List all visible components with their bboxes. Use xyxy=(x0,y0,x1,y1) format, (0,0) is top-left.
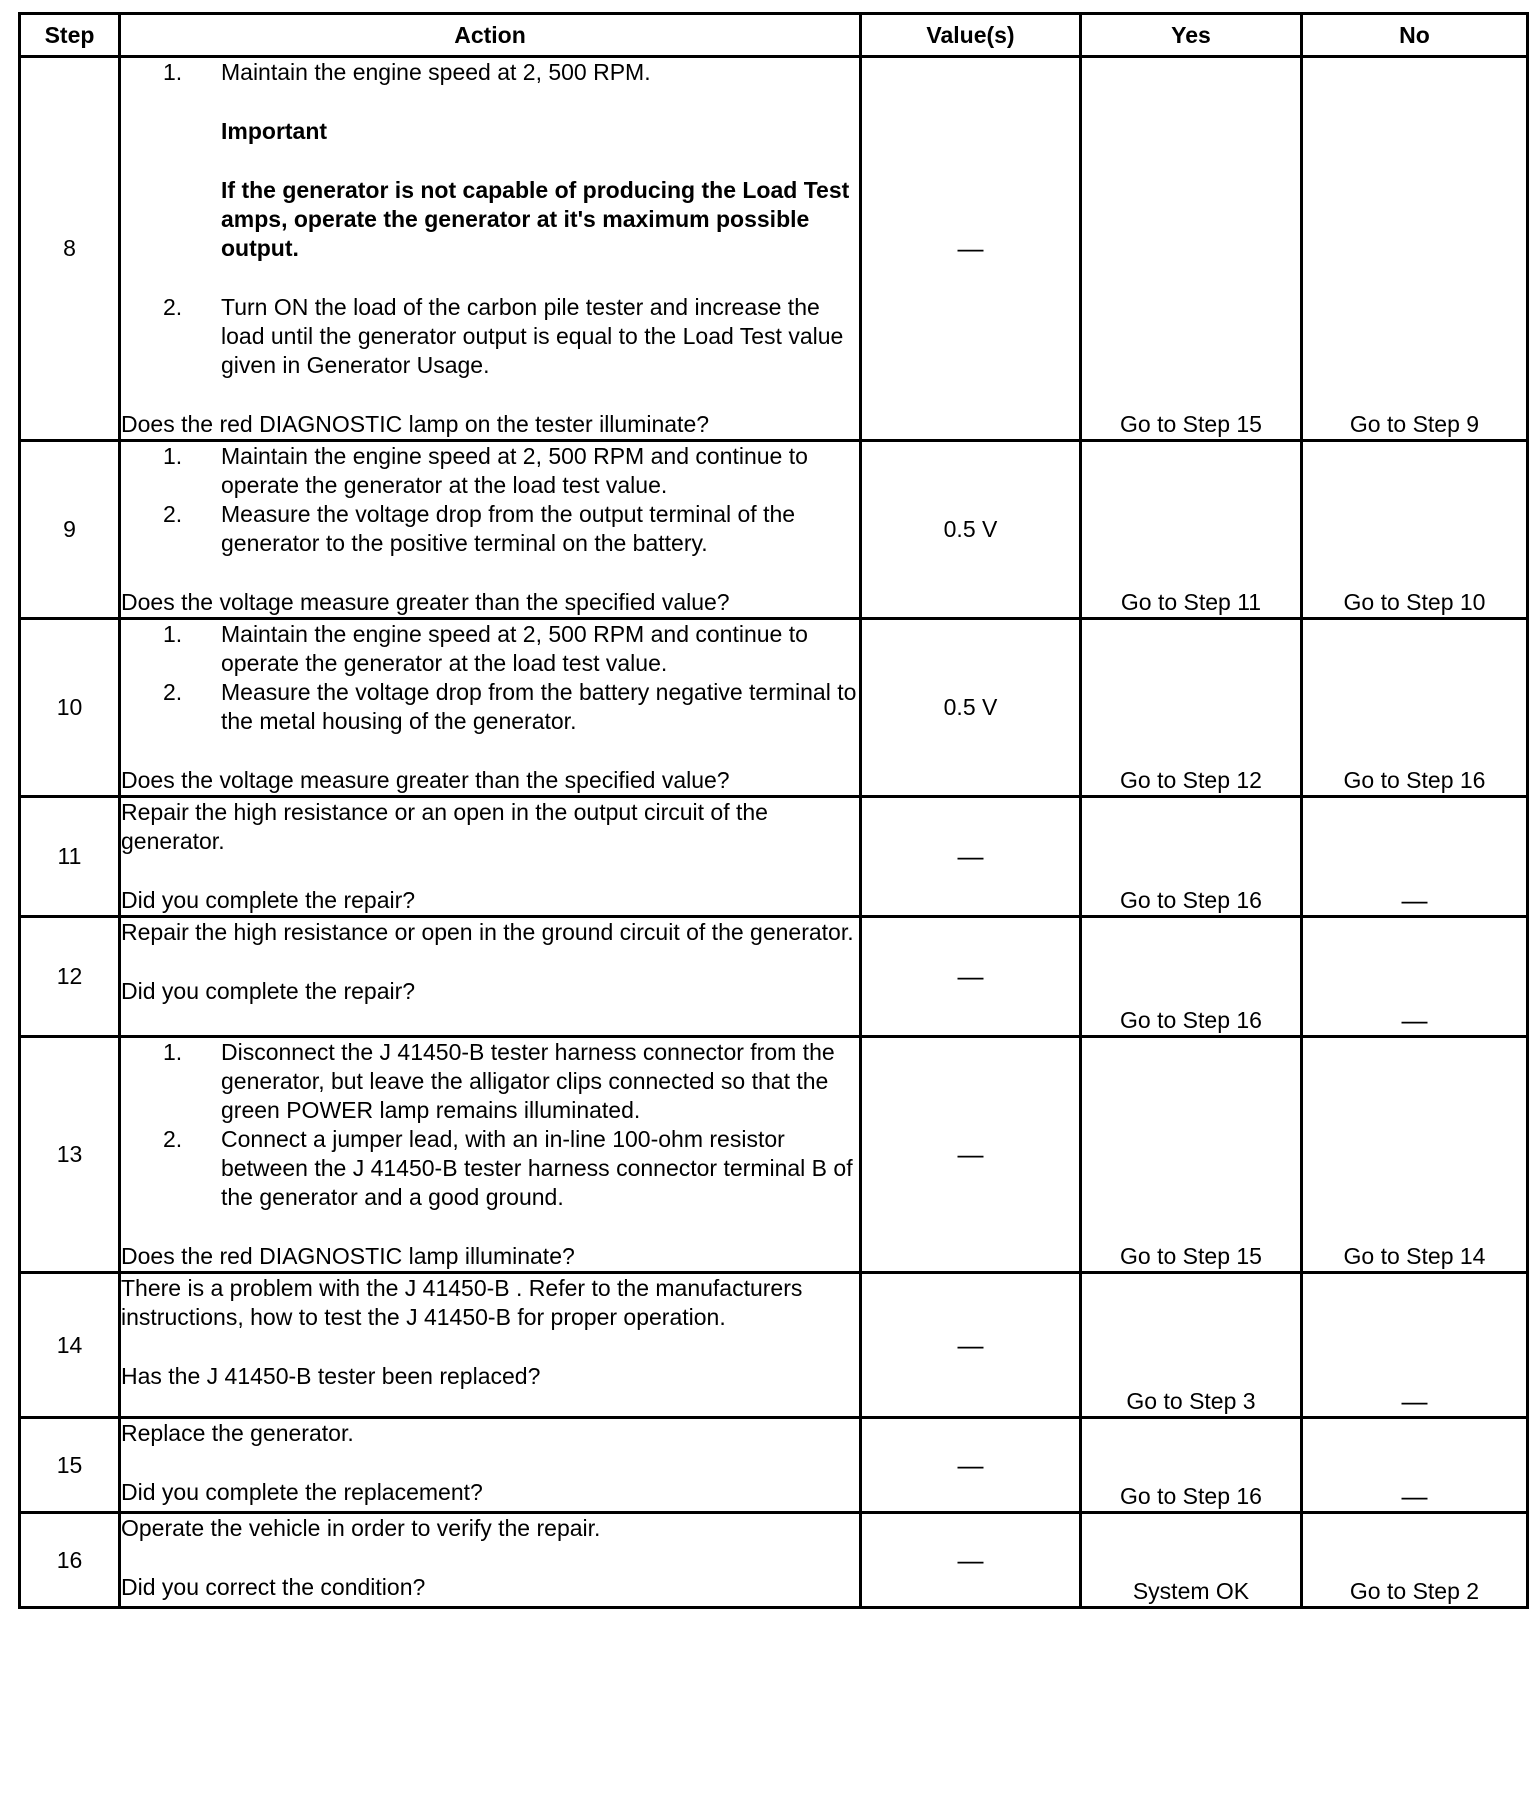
yes-cell: Go to Step 16 xyxy=(1081,797,1302,917)
question-text: Does the red DIAGNOSTIC lamp on the tester illuminate? xyxy=(121,411,710,437)
action-item xyxy=(121,293,859,380)
important-title: Important xyxy=(221,118,328,144)
question-text: Did you complete the repair? xyxy=(121,978,416,1004)
item-number: 2. xyxy=(163,294,183,320)
value-cell: — xyxy=(861,1418,1081,1513)
step-number: 9 xyxy=(20,441,120,619)
step-number: 11 xyxy=(20,797,120,917)
item-number: 2. xyxy=(163,1126,183,1152)
action-text: Repair the high resistance or an open in the output circuit of the generator. xyxy=(121,799,768,854)
header-values: Value(s) xyxy=(861,14,1081,57)
no-cell: — xyxy=(1302,917,1528,1037)
item-number: 1. xyxy=(163,621,183,647)
table-row xyxy=(20,917,1528,1037)
question-text: Did you complete the repair? xyxy=(121,887,416,913)
header-no: No xyxy=(1302,14,1528,57)
item-number: 2. xyxy=(163,501,183,527)
action-text: Repair the high resistance or open in the ground circuit of the generator. xyxy=(121,919,854,945)
step-number: 15 xyxy=(20,1418,120,1513)
no-cell: Go to Step 16 xyxy=(1302,619,1528,797)
item-text: Connect a jumper lead, with an in-line 100-ohm resistor between the J 41450-B tester harness connector terminal B of the generator and a good ground. xyxy=(221,1126,853,1210)
yes-cell: Go to Step 15 xyxy=(1081,57,1302,441)
action-cell xyxy=(120,1513,861,1608)
yes-cell: Go to Step 15 xyxy=(1081,1037,1302,1273)
action-item xyxy=(121,678,859,736)
table-row xyxy=(20,1513,1528,1608)
item-text: Maintain the engine speed at 2, 500 RPM. xyxy=(221,59,651,85)
header-row xyxy=(20,14,1528,57)
item-number: 1. xyxy=(163,443,183,469)
no-cell: Go to Step 2 xyxy=(1302,1513,1528,1608)
step-number: 8 xyxy=(20,57,120,441)
action-item xyxy=(121,500,859,558)
item-number: 2. xyxy=(163,679,183,705)
action-item xyxy=(121,1038,859,1125)
item-text: Disconnect the J 41450-B tester harness connector from the generator, but leave the alligator clips connected so that the green POWER lamp remains illuminated. xyxy=(221,1039,835,1123)
action-item xyxy=(121,442,859,500)
action-text: Replace the generator. xyxy=(121,1420,354,1446)
table-row xyxy=(20,619,1528,797)
table-row xyxy=(20,1037,1528,1273)
no-cell: Go to Step 10 xyxy=(1302,441,1528,619)
header-action: Action xyxy=(120,14,861,57)
yes-cell: Go to Step 16 xyxy=(1081,1418,1302,1513)
step-number: 12 xyxy=(20,917,120,1037)
item-number: 1. xyxy=(163,1039,183,1065)
value-cell: — xyxy=(861,1273,1081,1418)
diagnostic-table xyxy=(18,12,1529,1609)
question-text: Has the J 41450-B tester been replaced? xyxy=(121,1363,541,1389)
important-text: If the generator is not capable of producing the Load Test amps, operate the generator at it's maximum possible output. xyxy=(221,177,850,261)
table-row xyxy=(20,1273,1528,1418)
action-item xyxy=(121,1125,859,1212)
question-text: Did you complete the replacement? xyxy=(121,1479,483,1505)
yes-cell: Go to Step 11 xyxy=(1081,441,1302,619)
important-note xyxy=(121,117,859,263)
value-cell: 0.5 V xyxy=(861,441,1081,619)
yes-cell: Go to Step 12 xyxy=(1081,619,1302,797)
value-cell: 0.5 V xyxy=(861,619,1081,797)
item-text: Measure the voltage drop from the battery negative terminal to the metal housing of the generator. xyxy=(221,679,857,734)
action-cell xyxy=(120,619,861,797)
no-cell: — xyxy=(1302,797,1528,917)
no-cell: — xyxy=(1302,1273,1528,1418)
step-number: 16 xyxy=(20,1513,120,1608)
value-cell: — xyxy=(861,1513,1081,1608)
yes-cell: Go to Step 3 xyxy=(1081,1273,1302,1418)
action-cell xyxy=(120,1037,861,1273)
no-cell: — xyxy=(1302,1418,1528,1513)
action-text: Operate the vehicle in order to verify the repair. xyxy=(121,1515,601,1541)
action-cell xyxy=(120,797,861,917)
item-text: Maintain the engine speed at 2, 500 RPM and continue to operate the generator at the load test value. xyxy=(221,621,808,676)
question-text: Does the red DIAGNOSTIC lamp illuminate? xyxy=(121,1243,575,1269)
value-cell: — xyxy=(861,797,1081,917)
header-yes: Yes xyxy=(1081,14,1302,57)
item-text: Maintain the engine speed at 2, 500 RPM and continue to operate the generator at the load test value. xyxy=(221,443,808,498)
item-text: Measure the voltage drop from the output terminal of the generator to the positive terminal on the battery. xyxy=(221,501,796,556)
question-text: Does the voltage measure greater than the specified value? xyxy=(121,589,730,615)
table-row xyxy=(20,57,1528,441)
no-cell: Go to Step 9 xyxy=(1302,57,1528,441)
table-row xyxy=(20,1418,1528,1513)
step-number: 14 xyxy=(20,1273,120,1418)
item-text: Turn ON the load of the carbon pile tester and increase the load until the generator output is equal to the Load Test value given in Generator Usage. xyxy=(221,294,844,378)
action-cell xyxy=(120,1273,861,1418)
value-cell: — xyxy=(861,57,1081,441)
value-cell: — xyxy=(861,917,1081,1037)
step-number: 13 xyxy=(20,1037,120,1273)
step-number: 10 xyxy=(20,619,120,797)
action-cell xyxy=(120,57,861,441)
action-item xyxy=(121,58,859,87)
action-text: There is a problem with the J 41450-B . Refer to the manufacturers instructions, how to test the J 41450-B for proper operation. xyxy=(121,1275,803,1330)
yes-cell: System OK xyxy=(1081,1513,1302,1608)
action-item xyxy=(121,620,859,678)
header-step: Step xyxy=(20,14,120,57)
question-text: Did you correct the condition? xyxy=(121,1574,426,1600)
question-text: Does the voltage measure greater than the specified value? xyxy=(121,767,730,793)
action-cell xyxy=(120,441,861,619)
no-cell: Go to Step 14 xyxy=(1302,1037,1528,1273)
table-row xyxy=(20,797,1528,917)
value-cell: — xyxy=(861,1037,1081,1273)
action-cell xyxy=(120,1418,861,1513)
table-row xyxy=(20,441,1528,619)
action-cell xyxy=(120,917,861,1037)
yes-cell: Go to Step 16 xyxy=(1081,917,1302,1037)
item-number: 1. xyxy=(163,59,183,85)
